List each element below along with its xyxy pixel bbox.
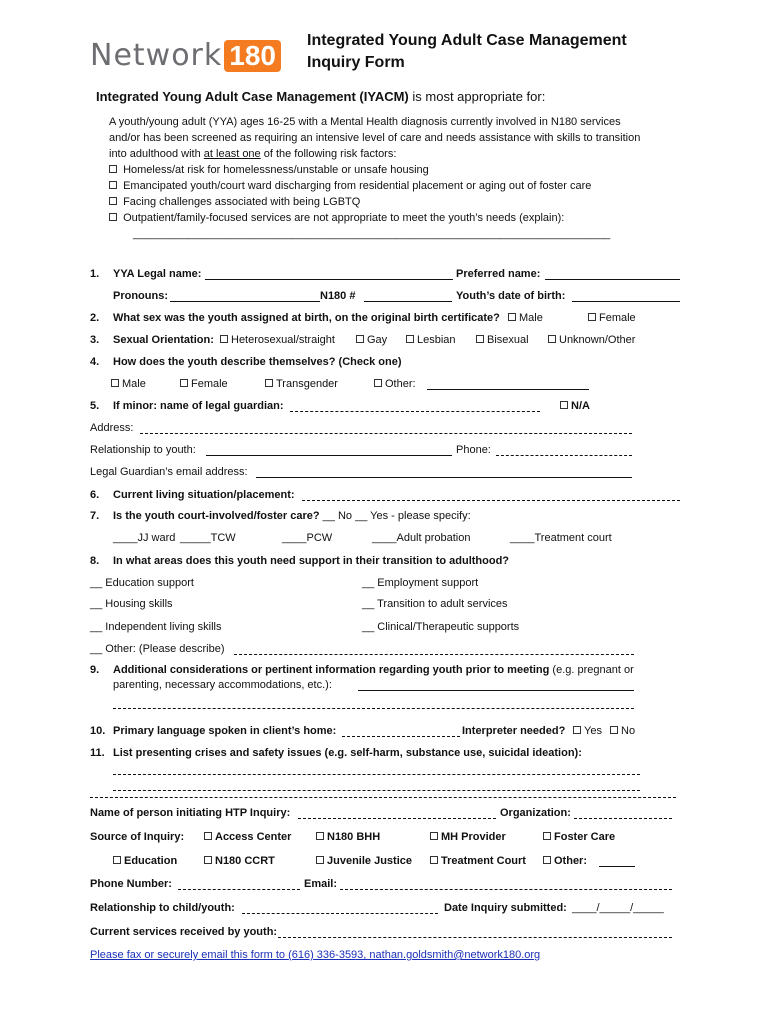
checkbox-icon <box>109 181 117 189</box>
q4-label: How does the youth describe themselves? (Check one) <box>113 356 402 368</box>
guardian-name-field[interactable] <box>290 402 540 412</box>
checkbox-icon <box>548 335 556 343</box>
court-yes-option[interactable]: __ Yes - please specify: <box>355 510 471 522</box>
source-option[interactable]: Access Center <box>204 831 291 843</box>
support-option[interactable]: __ Employment support <box>362 577 479 589</box>
source-option[interactable]: Foster Care <box>543 831 615 843</box>
court-option[interactable]: ____JJ ward <box>113 532 176 544</box>
q9-field[interactable] <box>358 681 634 691</box>
court-option[interactable]: ____Treatment court <box>510 532 612 544</box>
support-other-field[interactable] <box>234 645 634 655</box>
checkbox-icon <box>543 832 551 840</box>
checkbox-icon <box>430 832 438 840</box>
checkbox-icon <box>508 313 516 321</box>
q9-field-line2[interactable] <box>113 699 634 709</box>
sex-male-option[interactable]: Male <box>508 312 543 324</box>
checkbox-icon <box>588 313 596 321</box>
checkbox-icon <box>316 856 324 864</box>
checkbox-icon <box>610 726 618 734</box>
checkbox-icon <box>573 726 581 734</box>
organization-field[interactable] <box>574 809 672 819</box>
support-option[interactable]: __ Transition to adult services <box>362 598 508 610</box>
guardian-email-label: Legal Guardian’s email address: <box>90 466 248 478</box>
orientation-option[interactable]: Heterosexual/straight <box>220 334 335 346</box>
intro-paragraph: A youth/young adult (YYA) ages 16-25 with a Mental Health diagnosis currently involved in N180 services and/or has been screened as requiring an intensive level of care and needs assistance with skills to transition into adulthood with at least one of the following risk factors: Homeless/at risk for homelessness/unstable or unsafe housing Emancipated youth/court ward discharging from residential placement or aging out of foster care Facing challenges associated with being LGBTQ Outpatient/family-focused services are not appropriate to meet the youth’s needs (explain): ______________________________________________________________________________ <box>109 116 641 240</box>
court-option[interactable]: ____Adult probation <box>372 532 471 544</box>
source-option[interactable]: Education <box>113 855 177 867</box>
identity-option[interactable]: Transgender <box>265 378 338 390</box>
identity-option[interactable]: Female <box>180 378 228 390</box>
checkbox-icon <box>316 832 324 840</box>
phone-field[interactable] <box>496 446 632 456</box>
checkbox-icon <box>109 213 117 221</box>
risk-item[interactable]: Outpatient/family-focused services are not appropriate to meet the youth’s needs (explain): <box>109 210 640 226</box>
n180-label: N180 # <box>320 290 356 302</box>
support-option[interactable]: __ Clinical/Therapeutic supports <box>362 621 520 633</box>
q11-label: List presenting crises and safety issues (e.g. self-harm, substance use, suicidal ideation): <box>113 747 582 759</box>
pronouns-field[interactable] <box>170 292 320 302</box>
date-label: Date Inquiry submitted: <box>444 902 567 914</box>
checkbox-icon <box>180 379 188 387</box>
checkbox-icon <box>543 856 551 864</box>
source-other-field[interactable] <box>599 857 635 867</box>
identity-option[interactable]: Male <box>111 378 146 390</box>
checkbox-icon <box>113 856 121 864</box>
explain-line[interactable]: ______________________________________________________________________________ <box>133 228 611 240</box>
source-option[interactable]: MH Provider <box>430 831 506 843</box>
language-field[interactable] <box>342 727 460 737</box>
checkbox-icon <box>204 832 212 840</box>
relationship-field[interactable] <box>206 446 452 456</box>
orientation-option[interactable]: Unknown/Other <box>548 334 635 346</box>
n180-field[interactable] <box>364 292 452 302</box>
support-option[interactable]: __ Housing skills <box>90 598 173 610</box>
identity-option[interactable]: Other: <box>374 378 416 390</box>
checkbox-icon <box>430 856 438 864</box>
source-option[interactable]: Juvenile Justice <box>316 855 412 867</box>
q3-label: Sexual Orientation: <box>113 334 214 346</box>
intro-heading: Integrated Young Adult Case Management (IYACM) is most appropriate for: <box>96 89 546 104</box>
services-field[interactable] <box>278 928 672 938</box>
interpreter-yes-option[interactable]: Yes <box>573 725 602 737</box>
checkbox-icon <box>560 401 568 409</box>
orientation-option[interactable]: Lesbian <box>406 334 456 346</box>
q11-field-line2[interactable] <box>113 781 640 791</box>
q1-number: 1. <box>90 268 100 280</box>
phone-number-label: Phone Number: <box>90 878 172 890</box>
court-option[interactable]: _____TCW <box>180 532 236 544</box>
q11-field[interactable] <box>113 765 640 775</box>
sex-female-option[interactable]: Female <box>588 312 636 324</box>
interpreter-label: Interpreter needed? <box>462 725 566 737</box>
risk-item[interactable]: Homeless/at risk for homelessness/unstable or unsafe housing <box>109 162 640 178</box>
checkbox-icon <box>265 379 273 387</box>
q8-label: In what areas does this youth need support in their transition to adulthood? <box>113 555 510 567</box>
checkbox-icon <box>374 379 382 387</box>
source-option[interactable]: Other: <box>543 855 587 867</box>
q1-label: YYA Legal name: <box>113 268 202 280</box>
checkbox-icon <box>109 197 117 205</box>
services-label: Current services received by youth: <box>90 926 278 938</box>
email-label: Email: <box>304 878 338 890</box>
support-other-option[interactable]: __ Other: (Please describe) <box>90 643 225 655</box>
support-option[interactable]: __ Independent living skills <box>90 621 222 633</box>
date-field[interactable]: ____/_____/_____ <box>572 902 664 914</box>
phone-label: Phone: <box>456 444 491 456</box>
organization-label: Organization: <box>500 807 571 819</box>
q5-label: If minor: name of legal guardian: <box>113 400 284 412</box>
q9-label: Additional considerations or pertinent information regarding youth prior to meeting (e.g. pregnant or <box>113 664 634 676</box>
relationship-label: Relationship to youth: <box>90 444 196 456</box>
section-divider <box>90 797 676 798</box>
network180-logo <box>90 38 281 73</box>
guardian-na-option[interactable]: N/A <box>560 400 590 412</box>
checkbox-icon <box>406 335 414 343</box>
court-no-option[interactable]: __ No <box>322 510 353 522</box>
page-title: Integrated Young Adult Case Management Inquiry Form <box>307 32 627 71</box>
support-option[interactable]: __ Education support <box>90 577 194 589</box>
initiator-label: Name of person initiating HTP Inquiry: <box>90 807 291 819</box>
orientation-option[interactable]: Bisexual <box>476 334 529 346</box>
logo-number: 180 <box>224 40 281 72</box>
q6-label: Current living situation/placement: <box>113 489 295 501</box>
source-option[interactable]: N180 CCRT <box>204 855 275 867</box>
interpreter-no-option[interactable]: No <box>610 725 635 737</box>
source-label: Source of Inquiry: <box>90 831 185 843</box>
court-option[interactable]: ____PCW <box>282 532 333 544</box>
checkbox-icon <box>109 165 117 173</box>
risk-item[interactable]: Facing challenges associated with being LGBTQ <box>109 194 640 210</box>
address-field[interactable] <box>140 424 632 434</box>
source-option[interactable]: Treatment Court <box>430 855 526 867</box>
initiator-field[interactable] <box>298 809 496 819</box>
checkbox-icon <box>356 335 364 343</box>
q2-label: What sex was the youth assigned at birth, on the original birth certificate? <box>113 312 500 324</box>
fax-email-link[interactable]: Please fax or securely email this form to (616) 336-3593, nathan.goldsmith@network180.org <box>90 949 541 961</box>
identity-other-field[interactable] <box>427 380 589 390</box>
risk-item[interactable]: Emancipated youth/court ward discharging from residential placement or aging out of foster care <box>109 178 640 194</box>
address-label: Address: <box>90 422 134 434</box>
living-situation-field[interactable] <box>302 491 680 501</box>
pronouns-label: Pronouns: <box>113 290 168 302</box>
q10-label: Primary language spoken in client’s home: <box>113 725 337 737</box>
relationship-child-label: Relationship to child/youth: <box>90 902 235 914</box>
phone-number-field[interactable] <box>178 880 300 890</box>
yya-legal-name-field[interactable] <box>205 270 453 280</box>
email-field[interactable] <box>340 880 672 890</box>
checkbox-icon <box>204 856 212 864</box>
preferred-name-field[interactable] <box>545 270 680 280</box>
orientation-option[interactable]: Gay <box>356 334 387 346</box>
preferred-name-label: Preferred name: <box>456 268 541 280</box>
checkbox-icon <box>111 379 119 387</box>
dob-field[interactable] <box>572 292 680 302</box>
source-option[interactable]: N180 BHH <box>316 831 380 843</box>
logo-text: Network <box>90 38 223 73</box>
q7-row: Is the youth court-involved/foster care? __ No __ Yes - please specify: <box>113 510 471 522</box>
relationship-child-field[interactable] <box>242 904 438 914</box>
dob-label: Youth’s date of birth: <box>456 290 566 302</box>
guardian-email-field[interactable] <box>256 468 632 478</box>
checkbox-icon <box>220 335 228 343</box>
q9-label-line2: parenting, necessary accommodations, etc.): <box>113 679 332 691</box>
checkbox-icon <box>476 335 484 343</box>
